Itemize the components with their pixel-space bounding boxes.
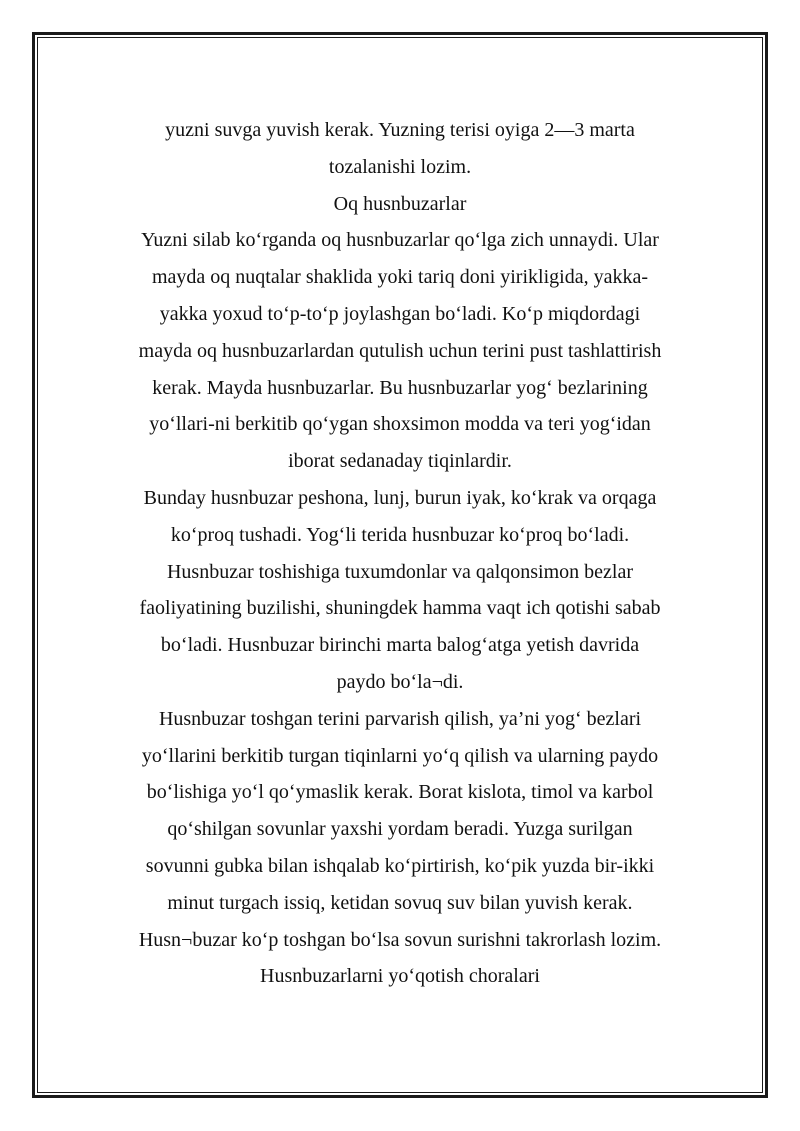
- text-line: Bunday husnbuzar peshona, lunj, burun iyak, ko‘krak va orqaga: [143, 486, 657, 509]
- text-line: kerak. Mayda husnbuzarlar. Bu husnbuzarlar yog‘ bezlarining: [152, 376, 648, 399]
- section-heading: Oq husnbuzarlar: [333, 192, 467, 215]
- text-line: paydo bo‘la¬di.: [336, 670, 464, 693]
- text-line: Husnbuzar toshgan terini parvarish qilish, ya’ni yog‘ bezlari: [158, 707, 642, 730]
- text-line: minut turgach issiq, ketidan sovuq suv bilan yuvish kerak.: [167, 891, 633, 914]
- text-line: iborat sedanaday tiqinlardir.: [288, 450, 512, 473]
- text-line: yakka yoxud to‘p-to‘p joylashgan bo‘ladi. Ko‘p miqdordagi: [159, 302, 641, 325]
- section-heading: Husnbuzarlarni yo‘qotish choralari: [260, 965, 540, 988]
- text-line: yuzni suvga yuvish kerak. Yuzning terisi oyiga 2—3 marta: [165, 119, 635, 141]
- text-line: qo‘shilgan sovunlar yaxshi yordam beradi. Yuzga surilgan: [167, 818, 633, 841]
- document-body: [60, 112, 740, 995]
- text-line: Husn¬buzar ko‘p toshgan bo‘lsa sovun surishni takrorlash lozim.: [138, 928, 662, 951]
- text-line: yo‘llarini berkitib turgan tiqinlarni yo‘q qilish va ularning paydo: [141, 744, 659, 767]
- text-line: bo‘ladi. Husnbuzar birinchi marta balog‘atga yetish davrida: [160, 634, 640, 657]
- text-line: faoliyatining buzilishi, shuningdek hamma vaqt ich qotishi sabab: [139, 597, 661, 620]
- text-line: Yuzni silab ko‘rganda oq husnbuzarlar qo‘lga zich unnaydi. Ular: [141, 229, 659, 252]
- text-line: sovunni gubka bilan ishqalab ko‘pirtirish, ko‘pik yuzda bir-ikki: [145, 854, 655, 877]
- text-line: yo‘llari-ni berkitib qo‘ygan shoxsimon modda va teri yog‘idan: [149, 413, 651, 436]
- text-line: mayda oq husnbuzarlardan qutulish uchun terini pust tashlattirish: [138, 339, 662, 362]
- text-line: Husnbuzar toshishiga tuxumdonlar va qalqonsimon bezlar: [166, 560, 633, 583]
- text-line: ko‘proq tushadi. Yog‘li terida husnbuzar ko‘proq bo‘ladi.: [170, 523, 630, 546]
- text-line: tozalanishi lozim.: [328, 155, 472, 178]
- text-line: bo‘lishiga yo‘l qo‘ymaslik kerak. Borat kislota, timol va karbol: [146, 781, 654, 804]
- text-line: mayda oq nuqtalar shaklida yoki tariq doni yirikligida, yakka-: [152, 266, 648, 289]
